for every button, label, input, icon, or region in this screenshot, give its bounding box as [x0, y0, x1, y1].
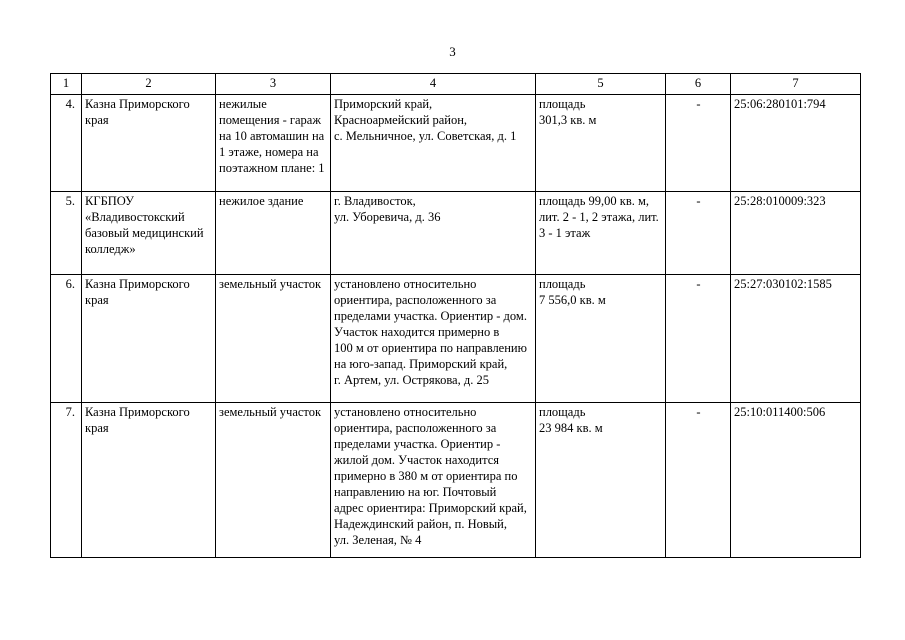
column6-cell: -: [666, 192, 731, 275]
table-row: [51, 403, 861, 558]
column-header: 5: [536, 74, 666, 95]
table-row: [51, 192, 861, 275]
address-cell: г. Владивосток, ул. Уборевича, д. 36: [331, 192, 536, 275]
address-cell: установлено относительно ориентира, расположенного за пределами участка. Ориентир - жилой дом. Участок находится примерно в 380 м от ориентира по направлению на юг. Почтовый адрес ориентира: Приморский край, Надеждинский район, п. Новый, ул. Зеленая, № 4: [331, 403, 536, 558]
cadastral-number-cell: 25:10:011400:506: [731, 403, 861, 558]
object-name-cell: земельный участок: [216, 275, 331, 403]
row-number: 6.: [51, 275, 82, 403]
area-cell: площадь 301,3 кв. м: [536, 95, 666, 192]
table-header-row: [51, 74, 861, 95]
column-header: 7: [731, 74, 861, 95]
column6-cell: -: [666, 95, 731, 192]
owner-cell: Казна Приморского края: [82, 403, 216, 558]
cadastral-number-cell: 25:28:010009:323: [731, 192, 861, 275]
object-name-cell: земельный участок: [216, 403, 331, 558]
column-header: 6: [666, 74, 731, 95]
column-header: 1: [51, 74, 82, 95]
area-cell: площадь 7 556,0 кв. м: [536, 275, 666, 403]
owner-cell: КГБПОУ «Владивостокский базовый медицинский колледж»: [82, 192, 216, 275]
object-name-cell: нежилое здание: [216, 192, 331, 275]
column6-cell: -: [666, 275, 731, 403]
column-header: 3: [216, 74, 331, 95]
page-number: 3: [449, 44, 456, 59]
table-row: [51, 95, 861, 192]
property-table: [50, 73, 861, 558]
row-number: 5.: [51, 192, 82, 275]
row-number: 7.: [51, 403, 82, 558]
address-cell: установлено относительно ориентира, расположенного за пределами участка. Ориентир - дом. Участок находится примерно в 100 м от ориентира по направлению на юго-запад. Приморский край, г. Артем, ул. Острякова, д. 25: [331, 275, 536, 403]
cadastral-number-cell: 25:27:030102:1585: [731, 275, 861, 403]
area-cell: площадь 23 984 кв. м: [536, 403, 666, 558]
address-cell: Приморский край, Красноармейский район, с. Мельничное, ул. Советская, д. 1: [331, 95, 536, 192]
owner-cell: Казна Приморского края: [82, 95, 216, 192]
column-header: 2: [82, 74, 216, 95]
column-header: 4: [331, 74, 536, 95]
table-row: [51, 275, 861, 403]
owner-cell: Казна Приморского края: [82, 275, 216, 403]
object-name-cell: нежилые помещения - гараж на 10 автомашин на 1 этаже, номера на поэтажном плане: 1: [216, 95, 331, 192]
row-number: 4.: [51, 95, 82, 192]
column6-cell: -: [666, 403, 731, 558]
area-cell: площадь 99,00 кв. м, лит. 2 - 1, 2 этажа, лит. 3 - 1 этаж: [536, 192, 666, 275]
cadastral-number-cell: 25:06:280101:794: [731, 95, 861, 192]
